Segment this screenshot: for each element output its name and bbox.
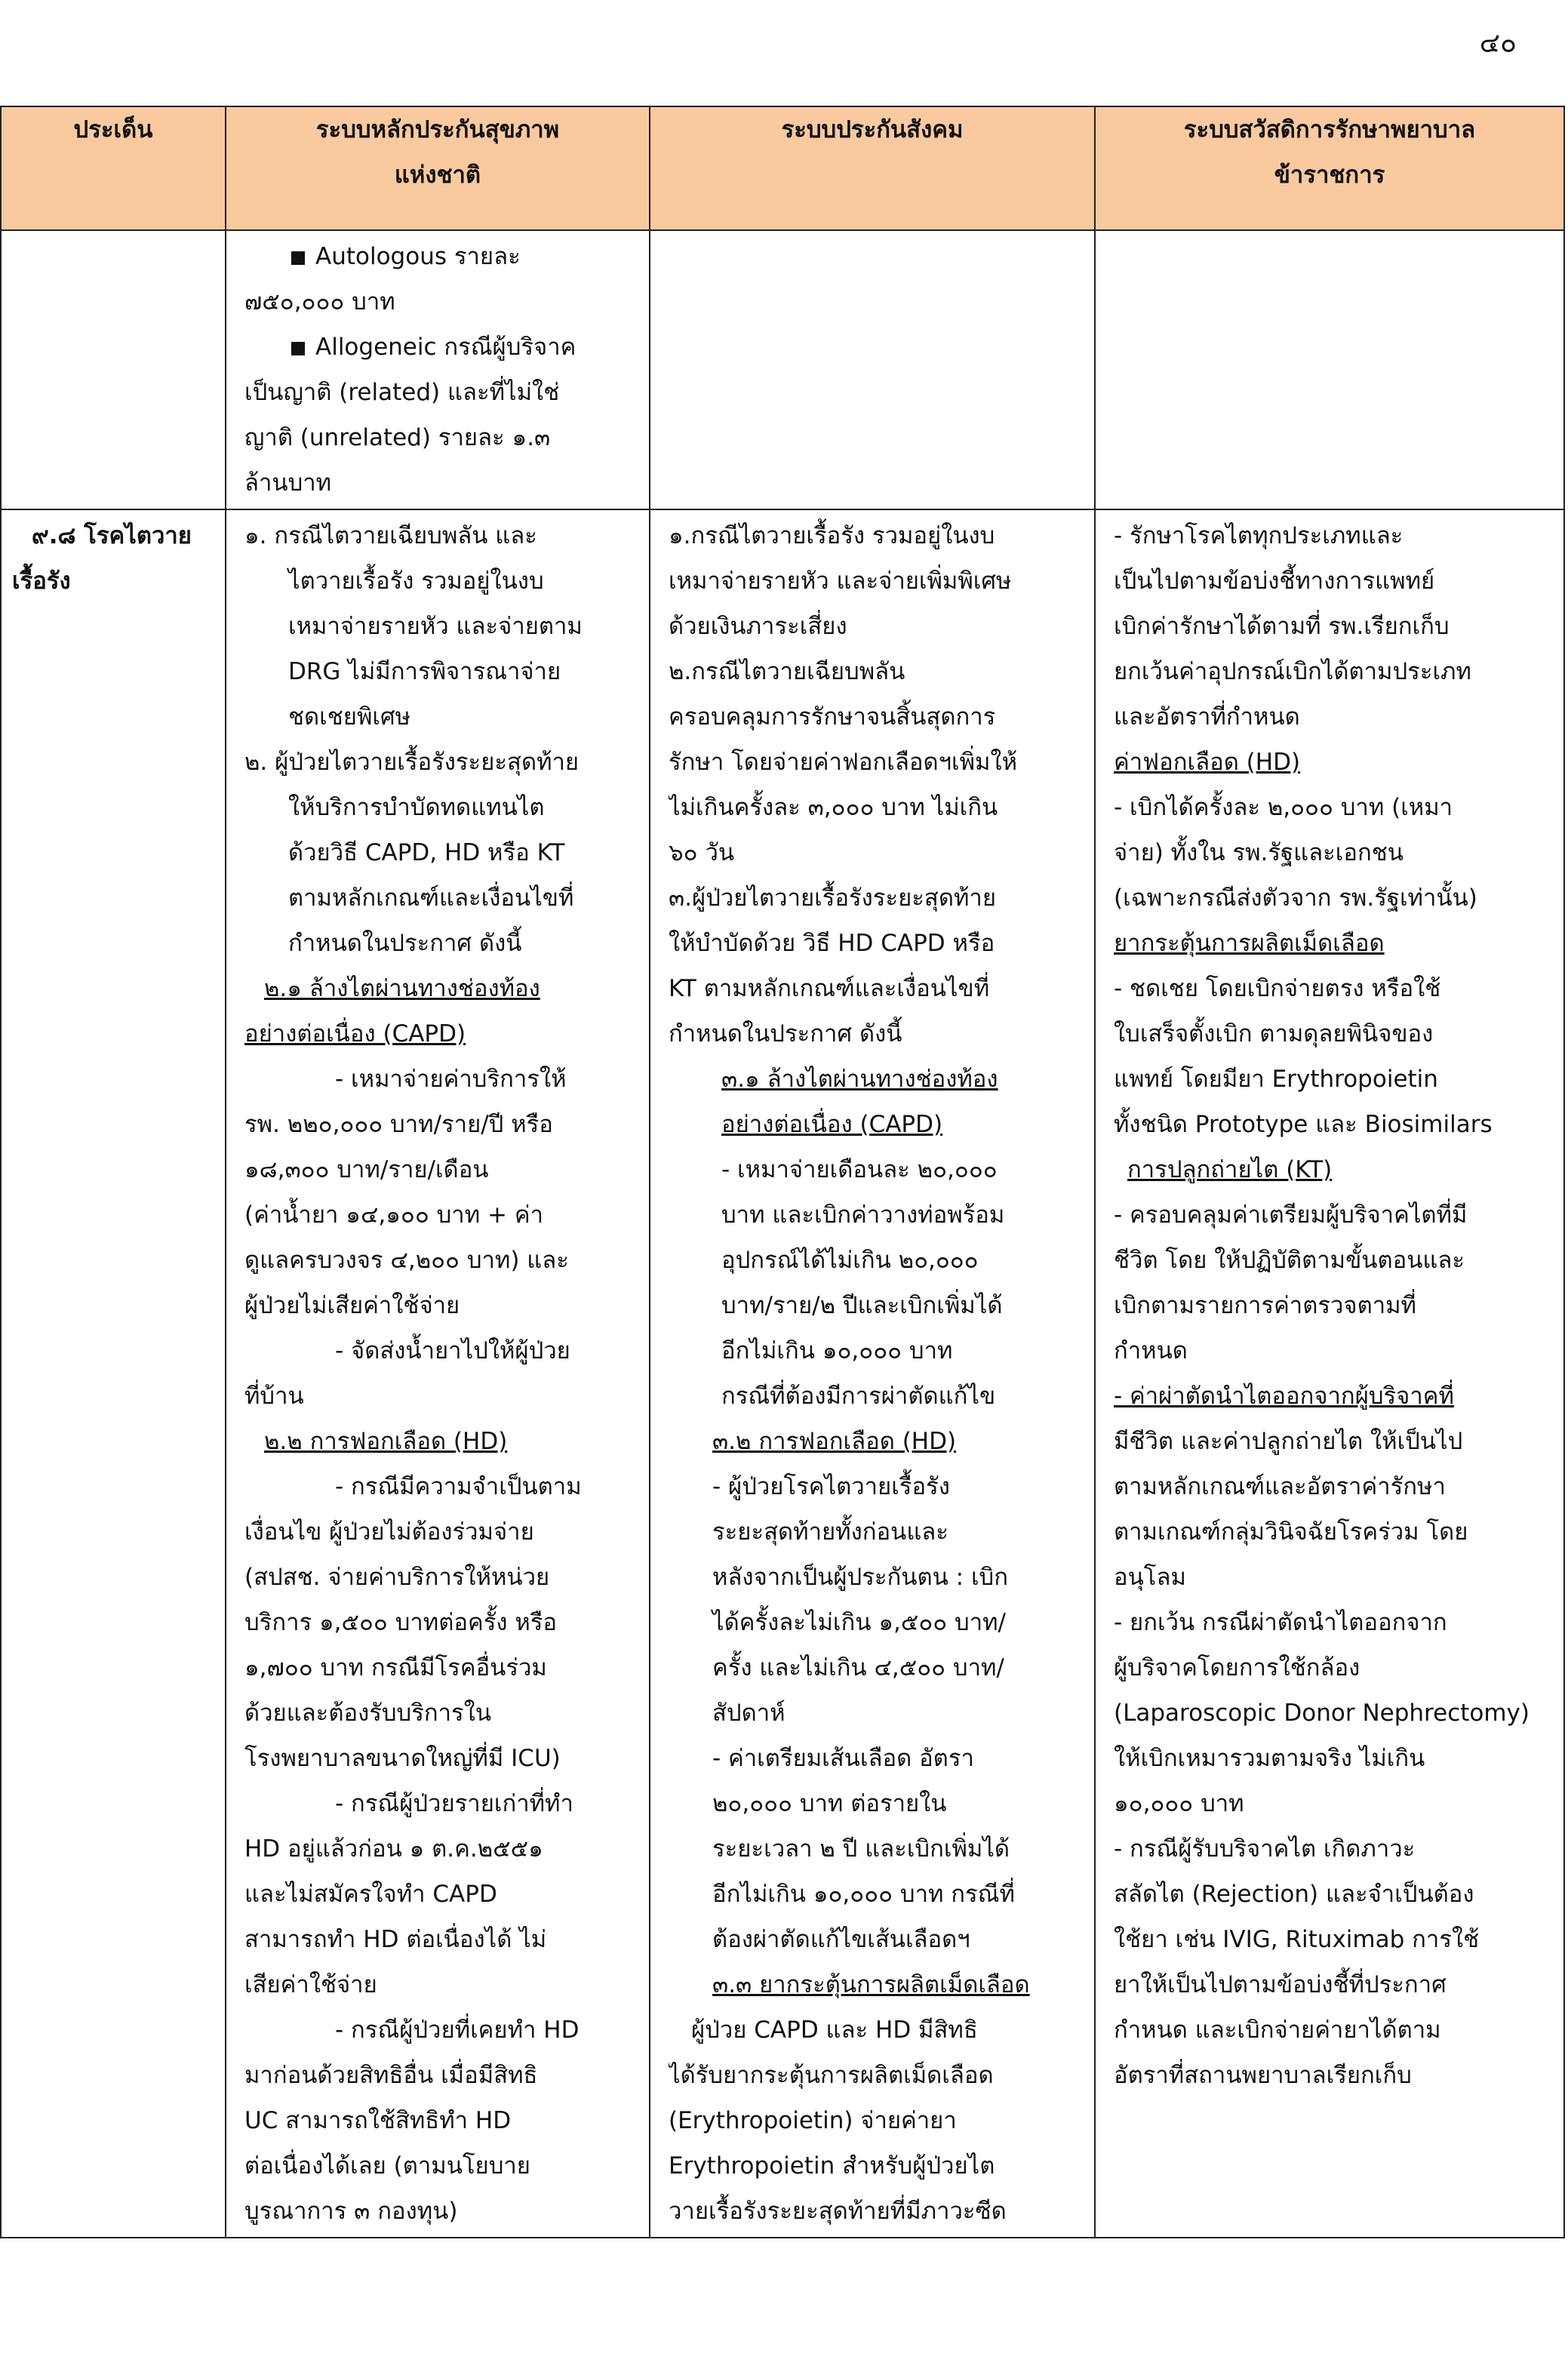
text-line: UC สามารถใช้สิทธิทำ HD [244, 2107, 512, 2134]
text-line: (Laparoscopic Donor Nephrectomy) [1114, 1700, 1530, 1727]
text-line: ให้บำบัดด้วย วิธี HD CAPD หรือ [669, 930, 995, 957]
text-line: วายเรื้อรังระยะสุดท้ายที่มีภาวะซีด [669, 2198, 1007, 2225]
row2-sso-cell [650, 509, 1095, 2238]
text-line: - ค่าเตรียมเส้นเลือด อัตรา [712, 1745, 974, 1772]
text-line: ด้วยวิธี CAPD, HD หรือ KT [288, 839, 565, 866]
text-line: มีชีวิต และค่าปลูกถ่ายไต ให้เป็นไป [1114, 1428, 1463, 1455]
text-line: ต้องผ่าตัดแก้ไขเส้นเลือดฯ [712, 1926, 970, 1953]
text-line: อย่างต่อเนื่อง (CAPD) [721, 1111, 943, 1138]
text-line: เป็นญาติ (related) และที่ไม่ใช่ [244, 379, 560, 406]
text-line: ล้านบาท [244, 469, 332, 497]
text-line: KT ตามหลักเกณฑ์และเงื่อนไขที่ [669, 975, 990, 1002]
text-line: ไม่เกินครั้งละ ๓,๐๐๐ บาท ไม่เกิน [669, 794, 998, 821]
text-line: เงื่อนไข ผู้ป่วยไม่ต้องร่วมจ่าย [244, 1518, 534, 1546]
text-line: ๒.๒ การฟอกเลือด (HD) [264, 1428, 508, 1455]
text-line: ด้วยเงินภาระเสี่ยง [669, 613, 847, 640]
text-line: - กรณีผู้รับบริจาคไต เกิดภาวะ [1114, 1835, 1416, 1863]
text-line: - ยกเว้น กรณีผ่าตัดนำไตออกจาก [1114, 1609, 1447, 1636]
text-line: ๓.๓ ยากระตุ้นการผลิตเม็ดเลือด [712, 1971, 1030, 1998]
text-line: ๓.ผู้ป่วยไตวายเรื้อรังระยะสุดท้าย [669, 884, 996, 912]
topic-line: เรื้อรัง [12, 568, 71, 595]
text-line: ค่าฟอกเลือด (HD) [1114, 749, 1301, 776]
text-line: ใบเสร็จตั้งเบิก ตามดุลยพินิจของ [1114, 1020, 1434, 1048]
text-line: ยาให้เป็นไปตามข้อบ่งชี้ที่ประกาศ [1114, 1971, 1447, 1998]
text-line: ระยะสุดท้ายทั้งก่อนและ [712, 1518, 948, 1546]
nhso-text [226, 510, 649, 2237]
row2-csmbs-cell [1095, 509, 1564, 2238]
text-line: ตามเกณฑ์กลุ่มวินิจฉัยโรคร่วม โดย [1114, 1518, 1468, 1546]
text-line: (เฉพาะกรณีส่งตัวจาก รพ.รัฐเท่านั้น) [1114, 884, 1477, 912]
text-line: ๒.๑ ล้างไตผ่านทางช่องท้อง [264, 975, 540, 1002]
text-line: สามารถทำ HD ต่อเนื่องได้ ไม่ [244, 1926, 547, 1953]
text-line: โรงพยาบาลขนาดใหญ่ที่มี ICU) [244, 1745, 561, 1772]
text-line: ดูแลครบวงจร ๔,๒๐๐ บาท) และ [244, 1247, 569, 1274]
text-line: ตามหลักเกณฑ์และเงื่อนไขที่ [288, 884, 574, 912]
text-line: อีกไม่เกิน ๑๐,๐๐๐ บาท กรณีที่ [712, 1881, 1015, 1908]
text-line: เหมาจ่ายรายหัว และจ่ายตาม [288, 613, 583, 640]
text-line: อีกไม่เกิน ๑๐,๐๐๐ บาท [721, 1337, 953, 1364]
table-row-continuation [1, 230, 1564, 509]
text-line: (Erythropoietin) จ่ายค่ายา [669, 2107, 957, 2134]
bullet-item [244, 234, 632, 279]
text-line: (สปสช. จ่ายค่าบริการให้หน่วย [244, 1564, 550, 1591]
text-line: และไม่สมัครใจทำ CAPD [244, 1881, 497, 1908]
text-line: กำหนด และเบิกจ่ายค่ายาได้ตาม [1114, 2017, 1441, 2044]
text-line: เสียค่าใช้จ่าย [244, 1971, 377, 1998]
text-line: บูรณาการ ๓ กองทุน) [244, 2198, 458, 2225]
text-line: ญาติ (unrelated) รายละ ๑.๓ [244, 424, 551, 451]
header-nhso [226, 106, 650, 230]
comparison-table [0, 106, 1565, 2238]
bullet-text: Allogeneic กรณีผู้บริจาค [315, 334, 576, 361]
text-line: อัตราที่สถานพยาบาลเรียกเก็บ [1114, 2062, 1412, 2089]
text-line: ๖๐ วัน [669, 839, 735, 866]
text-line: บาท/ราย/๒ ปีและเบิกเพิ่มได้ [721, 1292, 1003, 1319]
text-line: เบิกค่ารักษาได้ตามที่ รพ.เรียกเก็บ [1114, 613, 1450, 640]
text-line: - รักษาโรคไตทุกประเภทและ [1114, 522, 1404, 549]
text-line: ผู้ป่วยไม่เสียค่าใช้จ่าย [244, 1292, 460, 1319]
text-line: ด้วยและต้องรับบริการใน [244, 1700, 492, 1727]
bullet-text: Autologous รายละ [315, 243, 521, 270]
text-line: - ค่าผ่าตัดนำไตออกจากผู้บริจาคที่ [1114, 1383, 1454, 1410]
text-line: HD อยู่แล้วก่อน ๑ ต.ค.๒๕๕๑ [244, 1835, 543, 1863]
text-line: กำหนดในประกาศ ดังนี้ [669, 1020, 902, 1048]
header-sso: ระบบประกันสังคม [650, 106, 1095, 230]
text-line: สัปดาห์ [712, 1700, 786, 1727]
text-line: กำหนดในประกาศ ดังนี้ [288, 930, 522, 957]
square-bullet-icon [291, 342, 305, 355]
csmbs-text [1096, 510, 1563, 2101]
square-bullet-icon [291, 251, 305, 265]
row2-topic-cell [1, 509, 226, 2238]
text-line: - ครอบคลุมค่าเตรียมผู้บริจาคไตที่มี [1114, 1201, 1468, 1229]
text-line: ๑. กรณีไตวายเฉียบพลัน และ [244, 522, 537, 549]
text-line: บริการ ๑,๕๐๐ บาทต่อครั้ง หรือ [244, 1609, 558, 1636]
text-line: ครั้ง และไม่เกิน ๔,๕๐๐ บาท/ [712, 1654, 1004, 1681]
text-line: ตามหลักเกณฑ์และอัตราค่ารักษา [1114, 1473, 1446, 1500]
header-nhso-line2: แห่งชาติ [394, 162, 481, 189]
text-line: - ผู้ป่วยโรคไตวายเรื้อรัง [712, 1473, 950, 1500]
text-line: ๓.๑ ล้างไตผ่านทางช่องท้อง [721, 1066, 998, 1093]
text-line: ผู้บริจาคโดยการใช้กล้อง [1114, 1654, 1360, 1681]
text-line: ต่อเนื่องได้เลย (ตามนโยบาย [244, 2152, 530, 2180]
header-row [1, 106, 1564, 230]
text-line: - เหมาจ่ายเดือนละ ๒๐,๐๐๐ [721, 1156, 998, 1183]
text-line: อย่างต่อเนื่อง (CAPD) [244, 1020, 466, 1048]
text-line: ครอบคลุมการรักษาจนสิ้นสุดการ [669, 703, 996, 731]
text-line: รักษา โดยจ่ายค่าฟอกเลือดฯเพิ่มให้ [669, 749, 1018, 776]
text-line: เบิกตามรายการค่าตรวจตามที่ [1114, 1292, 1416, 1319]
text-line: ๒๐,๐๐๐ บาท ต่อรายใน [712, 1790, 947, 1817]
header-nhso-line1: ระบบหลักประกันสุขภาพ [315, 116, 560, 143]
text-line: ไตวายเรื้อรัง รวมอยู่ในงบ [288, 568, 544, 595]
text-line: - กรณีผู้ป่วยที่เคยทำ HD [335, 2017, 580, 2044]
text-line: แพทย์ โดยมียา Erythropoietin [1114, 1066, 1438, 1093]
text-line: ระยะเวลา ๒ ปี และเบิกเพิ่มได้ [712, 1835, 1010, 1863]
text-line: - กรณีมีความจำเป็นตาม [335, 1473, 582, 1500]
text-line: ยากระตุ้นการผลิตเม็ดเลือด [1114, 930, 1385, 957]
text-line: กำหนด [1114, 1337, 1188, 1364]
text-line: ๑.กรณีไตวายเรื้อรัง รวมอยู่ในงบ [669, 522, 995, 549]
text-line: มาก่อนด้วยสิทธิอื่น เมื่อมีสิทธิ [244, 2062, 538, 2089]
header-csmbs [1095, 106, 1564, 230]
text-line: ให้บริการบำบัดทดแทนไต [288, 794, 545, 821]
text-line: ใช้ยา เช่น IVIG, Rituximab การใช้ [1114, 1926, 1480, 1953]
text-line: ๑๐,๐๐๐ บาท [1114, 1790, 1244, 1817]
text-line: เหมาจ่ายรายหัว และจ่ายเพิ่มพิเศษ [669, 568, 1012, 595]
text-line: ได้ครั้งละไม่เกิน ๑,๕๐๐ บาท/ [712, 1609, 1006, 1636]
text-line: กรณีที่ต้องมีการผ่าตัดแก้ไข [721, 1383, 996, 1410]
text-line: ผู้ป่วย CAPD และ HD มีสิทธิ [691, 2017, 978, 2044]
text-line: - ชดเชย โดยเบิกจ่ายตรง หรือใช้ [1114, 975, 1441, 1002]
text-line: ยกเว้นค่าอุปกรณ์เบิกได้ตามประเภท [1114, 658, 1471, 685]
header-topic: ประเด็น [1, 106, 226, 230]
text-line: ๑,๗๐๐ บาท กรณีมีโรคอื่นร่วม [244, 1654, 547, 1681]
topic-line: ๙.๘ โรคไตวาย [32, 522, 192, 549]
header-csmbs-line1: ระบบสวัสดิการรักษาพยาบาล [1183, 116, 1476, 143]
text-line: ๓.๒ การฟอกเลือด (HD) [712, 1428, 957, 1455]
text-line: DRG ไม่มีการพิจารณาจ่าย [288, 658, 561, 685]
text-line: - เบิกได้ครั้งละ ๒,๐๐๐ บาท (เหมา [1114, 794, 1453, 821]
text-line: ทั้งชนิด Prototype และ Biosimilars [1114, 1111, 1493, 1138]
text-line: จ่าย) ทั้งใน รพ.รัฐและเอกชน [1114, 839, 1404, 866]
bullet-item [244, 325, 632, 370]
page-number: ๔๐ [1479, 28, 1517, 59]
text-line: เป็นไปตามข้อบ่งชี้ทางการแพทย์ [1114, 568, 1435, 595]
text-line: บาท และเบิกค่าวางท่อพร้อม [721, 1201, 1005, 1229]
row1-sso-cell [650, 230, 1095, 509]
text-line: - เหมาจ่ายค่าบริการให้ [335, 1066, 567, 1093]
text-line: ได้รับยากระตุ้นการผลิตเม็ดเลือด [669, 2062, 994, 2089]
text-line: อนุโลม [1114, 1564, 1186, 1591]
text-line: รพ. ๒๒๐,๐๐๐ บาท/ราย/ปี หรือ [244, 1111, 553, 1138]
text-line: การปลูกถ่ายไต (KT) [1127, 1156, 1333, 1183]
row2-nhso-cell [226, 509, 650, 2238]
text-line: (ค่าน้ำยา ๑๔,๑๐๐ บาท + ค่า [244, 1201, 543, 1229]
text-line: Erythropoietin สำหรับผู้ป่วยไต [669, 2152, 995, 2180]
row1-csmbs-cell [1095, 230, 1564, 509]
text-line: ชดเชยพิเศษ [288, 703, 411, 731]
text-line: ที่บ้าน [244, 1383, 304, 1410]
text-line: ๗๕๐,๐๐๐ บาท [244, 288, 395, 315]
text-line: ให้เบิกเหมารวมตามจริง ไม่เกิน [1114, 1745, 1425, 1772]
text-line: - จัดส่งน้ำยาไปให้ผู้ป่วย [335, 1337, 570, 1364]
row1-topic-cell [1, 230, 226, 509]
text-line: และอัตราที่กำหนด [1114, 703, 1300, 731]
text-line: ๒.กรณีไตวายเฉียบพลัน [669, 658, 905, 685]
text-line: ๑๘,๓๐๐ บาท/ราย/เดือน [244, 1156, 489, 1183]
header-csmbs-line2: ข้าราชการ [1274, 162, 1385, 189]
table-row-kidney [1, 509, 1564, 2238]
text-line: อุปกรณ์ได้ไม่เกิน ๒๐,๐๐๐ [721, 1247, 979, 1274]
text-line: ๒. ผู้ป่วยไตวายเรื้อรังระยะสุดท้าย [244, 749, 580, 776]
text-line: หลังจากเป็นผู้ประกันตน : เบิก [712, 1564, 1008, 1591]
text-line: สลัดไต (Rejection) และจำเป็นต้อง [1114, 1881, 1474, 1908]
text-line: ชีวิต โดย ให้ปฏิบัติตามขั้นตอนและ [1114, 1247, 1465, 1274]
row1-nhso-cell [226, 230, 650, 509]
sso-text [650, 510, 1094, 2237]
text-line: - กรณีผู้ป่วยรายเก่าที่ทำ [335, 1790, 573, 1817]
